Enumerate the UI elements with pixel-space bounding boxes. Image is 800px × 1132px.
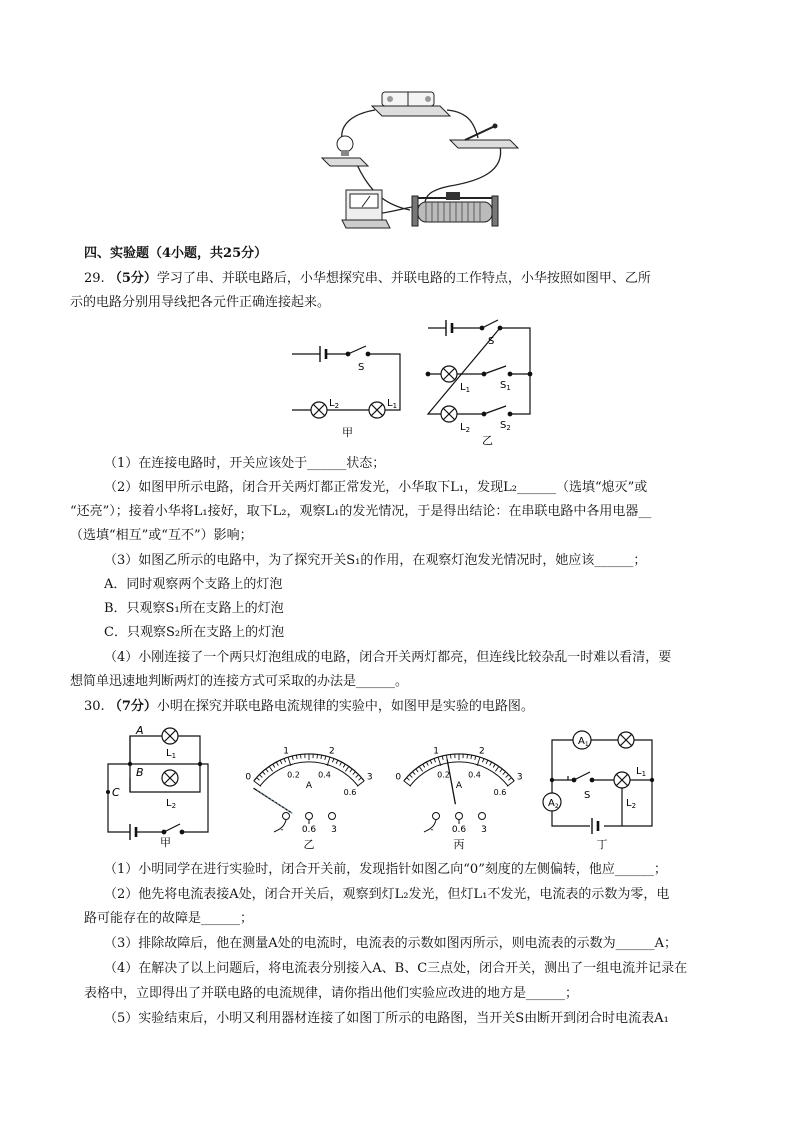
q30-ding-A2-label: $A_2$: [548, 798, 559, 810]
meter-terminal-06: 0.6: [301, 825, 317, 835]
q29-part2-line1: （2）如图甲所示电路，闭合开关两灯都正常发光，小华取下L₁，发现L₂______（选填“熄灭”或: [104, 480, 648, 495]
q30-ding-S-label: S: [584, 790, 591, 801]
meter-bottom-label-04: 0.4: [318, 770, 331, 780]
ammeter-device: [342, 190, 390, 228]
q30-jia-caption: 甲: [160, 836, 171, 849]
q30-number: 30.: [84, 699, 105, 714]
q30-ding-caption: 丁: [596, 838, 608, 851]
knife-switch: [450, 124, 518, 149]
q30-ding-L2-label: $L_2$: [626, 798, 637, 810]
q30-bing-caption: 丙: [453, 838, 465, 851]
meter-tick: [434, 759, 436, 763]
meter-tick: [493, 764, 495, 767]
q30-jia-A-label: A: [136, 724, 144, 737]
meter-tick: [506, 775, 509, 778]
q29-yi-L1-label: $L_1$: [460, 382, 471, 394]
meter-tick: [407, 778, 410, 781]
q30-ammeter-bing: [384, 724, 534, 852]
q29-yi-caption: 乙: [482, 434, 493, 447]
meter-tick: [509, 778, 512, 781]
meter-unit: A: [305, 781, 313, 791]
q29-circuit-jia: [288, 338, 408, 444]
q30-jia-L1-label: $L_1$: [166, 748, 177, 760]
meter-bottom-label-06: 0.6: [343, 788, 357, 797]
meter-bottom-label-04: 0.4: [468, 770, 481, 780]
meter-tick: [332, 759, 334, 763]
meter-tick: [273, 764, 275, 767]
meter-tick: [266, 769, 268, 772]
meter-tick: [419, 766, 422, 771]
q30-ammeter-yi: [234, 724, 384, 852]
q29-part4-line2: 想简单迅速地判断两灯的连接方式可采取的办法是______。: [70, 674, 409, 689]
meter-top-label-0: 0: [245, 772, 252, 783]
rheostat-device: [412, 192, 498, 226]
meter-terminal-minus: -: [280, 825, 284, 835]
meter-tick: [482, 759, 484, 763]
meter-top-label-2: 2: [479, 746, 485, 757]
q29-score: （5分）: [108, 271, 157, 286]
meter-tick: [486, 760, 488, 764]
meter-unit: A: [455, 781, 463, 791]
q30-jia-B-label: B: [136, 766, 144, 779]
meter-tick: [345, 766, 348, 771]
q30-stem: [84, 697, 534, 717]
q29-part2-line2: “还亮”）；接着小华将L₁接好，取下L₂，观察L₁的发光情况，于是得出结论：在串联电路中各用电器__: [70, 504, 652, 519]
meter-tick: [321, 755, 322, 759]
q29-part2-line3: （选填“相互”或“互不”）影响；: [70, 528, 253, 543]
q30-part2-line1: （2）他先将电流表接A处，闭合开关后，观察到灯L₂发光，但灯L₁不发光，电流表的示数为零，电: [104, 887, 670, 902]
meter-tick: [430, 760, 432, 764]
meter-tick: [475, 756, 476, 760]
meter-tick: [301, 755, 302, 759]
meter-tick: [416, 769, 418, 772]
meter-tick: [442, 756, 443, 760]
q29-stem-line1: [84, 269, 651, 289]
meter-terminal-06: 0.6: [451, 825, 467, 835]
meter-terminal-3: 3: [481, 825, 487, 835]
q30-circuit-ding: [540, 726, 670, 852]
meter-tick: [317, 755, 318, 759]
q30-part1: （1）小明同学在进行实验时，闭合开关前，发现指针如图乙向“0”刻度的左侧偏转，他应______；: [104, 862, 667, 877]
meter-tick: [451, 755, 452, 759]
bulb-stand: [322, 136, 368, 166]
meter-top-label-3: 3: [516, 772, 523, 783]
meter-tick: [446, 755, 447, 759]
meter-tick: [343, 764, 345, 767]
meter-tick: [356, 775, 359, 778]
meter-tick: [325, 756, 326, 760]
meter-tick: [353, 772, 356, 775]
q29-jia-caption: 甲: [342, 426, 353, 439]
meter-top-label-1: 1: [283, 746, 289, 757]
meter-tick: [276, 762, 278, 766]
q30-score: （7分）: [108, 699, 157, 714]
q30-part4-line1: （4）在解决了以上问题后，将电流表分别接入A、B、C三点处，闭合开关，测出了一组电流并记录在: [104, 961, 688, 976]
meter-tick: [503, 772, 506, 775]
meter-needle: [254, 788, 293, 813]
q30-part3: （3）排除故障后，他在测量A处的电流时，电流表的示数如图丙所示，则电流表的示数为______A；: [104, 936, 678, 951]
meter-bottom-label-06: 0.6: [493, 788, 507, 797]
meter-bottom-label-02: 0.2: [437, 770, 450, 780]
meter-tick: [259, 775, 262, 778]
meter-tick: [340, 762, 342, 766]
meter-tick: [336, 760, 338, 764]
q29-yi-S-label: S: [488, 336, 495, 347]
q29-option-b: B．只观察S₁所在支路上的灯泡: [104, 601, 284, 616]
meter-terminal-3: 3: [331, 825, 337, 835]
q30-part2-line2: 路可能存在的故障是______；: [84, 911, 254, 926]
meter-tick: [269, 766, 272, 771]
q29-part3: （3）如图乙所示的电路中，为了探究开关S₁的作用，在观察灯泡发光情况时，她应该______；: [104, 553, 647, 568]
meter-tick: [500, 769, 502, 772]
meter-needle: [447, 759, 455, 804]
q29-jia-L1-label: $L_1$: [387, 398, 398, 410]
meter-tick: [357, 781, 364, 787]
q30-ding-A1-label: $A_1$: [578, 736, 589, 748]
meter-tick: [423, 764, 425, 767]
q30-part5: （5）实验结束后，小明又利用器材连接了如图丁所示的电路图，当开关S由断开到闭合时电流表A₁: [104, 1011, 669, 1026]
meter-top-label-0: 0: [395, 772, 402, 783]
q29-option-a: A．同时观察两个支路上的灯泡: [104, 577, 283, 592]
meter-top-label-2: 2: [329, 746, 335, 757]
meter-top-label-3: 3: [366, 772, 373, 783]
q29-circuit-yi: [420, 316, 540, 450]
meter-terminal-minus: -: [430, 825, 434, 835]
q29-yi-S2-label: $S_2$: [500, 420, 511, 432]
meter-tick: [350, 769, 352, 772]
meter-tick: [490, 762, 492, 766]
q29-part1: （1）在连接电路时，开关应该处于______状态；: [104, 456, 386, 471]
q29-stem-text: 学习了串、并联电路后，小华想探究串、并联电路的工作特点，小华按照如图甲、乙所: [156, 271, 651, 286]
meter-tick: [292, 756, 293, 760]
meter-bottom-label-02: 0.2: [287, 770, 300, 780]
q30-stem-text: 小明在探究并联电路电流规律的实验中，如图甲是实验的电路图。: [156, 699, 534, 714]
meter-tick: [438, 757, 441, 766]
q30-part4-line2: 表格中，立即得出了并联电路的电流规律，请你指出他们实验应改进的地方是______；: [84, 986, 579, 1001]
meter-tick: [426, 762, 428, 766]
meter-tick: [263, 772, 266, 775]
meter-tick: [467, 755, 468, 759]
meter-tick: [359, 778, 362, 781]
meter-tick: [507, 781, 514, 787]
meter-tick: [413, 772, 416, 775]
meter-tick: [495, 766, 498, 771]
meter-tick: [257, 778, 260, 781]
q29-yi-S1-label: $S_1$: [500, 380, 511, 392]
q30-circuit-jia: [100, 722, 220, 850]
meter-tick: [280, 760, 282, 764]
q29-part4-line1: （4）小刚连接了一个两只灯泡组成的电路，闭合开关两灯都亮，但连线比较杂乱一时难以看清，要: [104, 650, 672, 665]
section-heading: 四、实验题（4小题，共25分）: [84, 246, 268, 261]
q29-yi-L2-label: $L_2$: [460, 422, 471, 434]
q29-number: 29.: [84, 271, 105, 286]
meter-tick: [404, 781, 411, 787]
meter-tick: [471, 755, 472, 759]
meter-tick: [477, 757, 480, 766]
meter-tick: [284, 759, 286, 763]
meter-tick: [296, 755, 297, 759]
q29-jia-L2-label: $L_2$: [329, 398, 340, 410]
q29-option-c: C．只观察S₂所在支路上的灯泡: [104, 625, 285, 640]
q30-yi-caption: 乙: [303, 838, 315, 851]
q30-jia-L2-label: $L_2$: [166, 798, 177, 810]
q30-ding-L1-label: $L_1$: [636, 766, 647, 778]
battery-holder: [372, 92, 450, 116]
meter-tick: [409, 775, 412, 778]
q30-jia-C-label: C: [112, 786, 120, 799]
q29-jia-S-label: S: [358, 362, 365, 373]
q29-stem-line2: 示的电路分别用导线把各元件正确连接起来。: [70, 295, 331, 310]
apparatus-illustration: [300, 86, 530, 242]
meter-tick: [254, 781, 261, 787]
meter-top-label-1: 1: [433, 746, 439, 757]
meter-tick: [327, 757, 330, 766]
meter-tick: [288, 757, 291, 766]
